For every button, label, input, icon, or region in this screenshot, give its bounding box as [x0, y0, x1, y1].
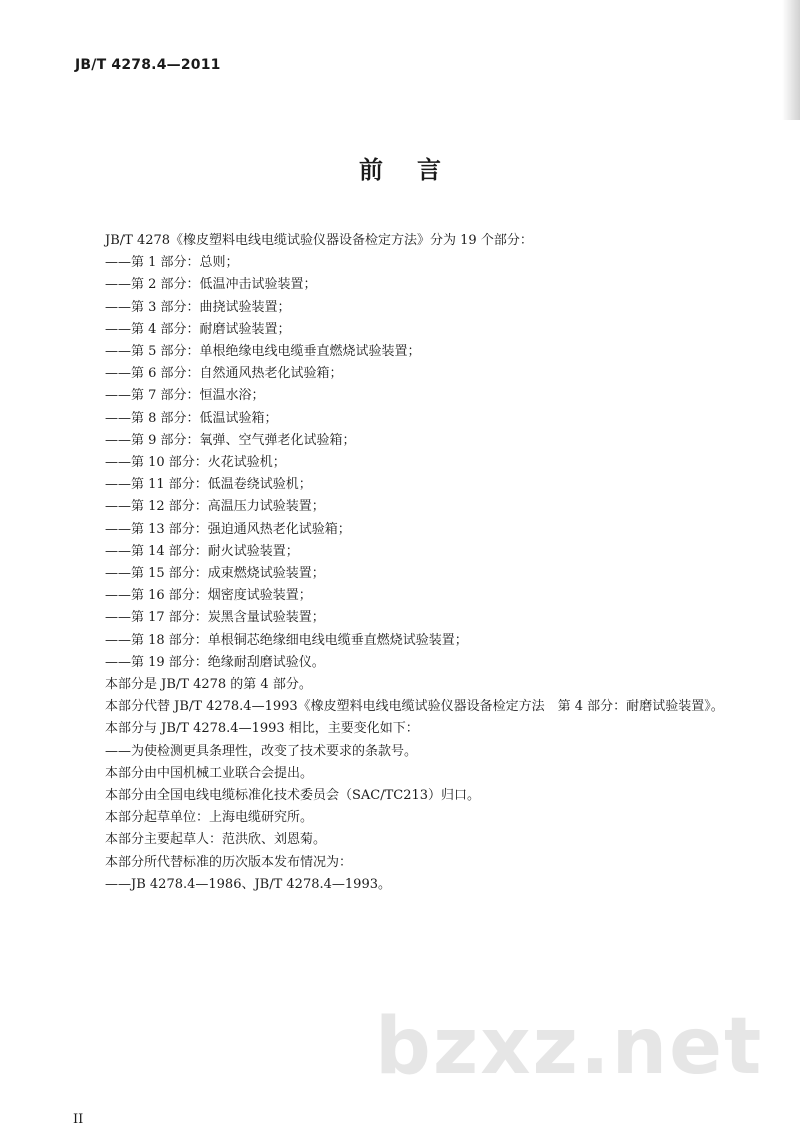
watermark-logo: bzxz.net: [375, 1002, 764, 1092]
part-item: ——第 17 部分：炭黑含量试验装置；: [105, 610, 325, 626]
paragraph-changes: 本部分与 JB/T 4278.4—1993 相比，主要变化如下：: [105, 721, 419, 737]
part-item: ——第 6 部分：自然通风热老化试验箱；: [105, 366, 343, 382]
part-item: ——第 14 部分：耐火试验装置；: [105, 543, 299, 559]
page-edge-shadow: [782, 0, 800, 120]
part-item: ——第 13 部分：强迫通风热老化试验箱；: [105, 521, 351, 537]
changes-item: ——为使检测更具条理性，改变了技术要求的条款号。: [105, 743, 418, 759]
part-item: ——第 11 部分：低温卷绕试验机；: [105, 477, 312, 493]
part-item: ——第 4 部分：耐磨试验装置；: [105, 321, 291, 337]
part-item: ——第 3 部分：曲挠试验装置；: [105, 299, 291, 315]
paragraph-history: 本部分所代替标准的历次版本发布情况为：: [105, 854, 353, 870]
page-title: 前言: [359, 156, 475, 184]
paragraph-drafters: 本部分主要起草人：范洪欣、刘恩菊。: [105, 832, 327, 848]
part-item: ——第 9 部分：氧弹、空气弹老化试验箱；: [105, 432, 356, 448]
paragraph-administered-by: 本部分由全国电线电缆标准化技术委员会（SAC/TC213）归口。: [105, 788, 481, 804]
paragraph-part-number: 本部分是 JB/T 4278 的第 4 部分。: [105, 677, 312, 693]
intro-paragraph: JB/T 4278《橡皮塑料电线电缆试验仪器设备检定方法》分为 19 个部分：: [105, 233, 533, 248]
part-item: ——第 15 部分：成束燃烧试验装置；: [105, 566, 325, 582]
part-item: ——第 12 部分：高温压力试验装置；: [105, 499, 325, 515]
part-item: ——第 5 部分：单根绝缘电线电缆垂直燃烧试验装置；: [105, 344, 421, 360]
paragraph-replaces: 本部分代替 JB/T 4278.4—1993《橡皮塑料电线电缆试验仪器设备检定方法 第 4 部分：耐磨试验装置》。: [105, 699, 724, 715]
paragraph-proposed-by: 本部分由中国机械工业联合会提出。: [105, 765, 314, 781]
part-item: ——第 16 部分：烟密度试验装置；: [105, 588, 312, 604]
history-item: ——JB 4278.4—1986、JB/T 4278.4—1993。: [105, 876, 391, 892]
part-item: ——第 7 部分：恒温水浴；: [105, 388, 265, 404]
part-item: ——第 8 部分：低温试验箱；: [105, 410, 278, 426]
paragraph-drafting-unit: 本部分起草单位：上海电缆研究所。: [105, 810, 314, 826]
page-number: II: [73, 1112, 84, 1127]
foreword-body: [77, 230, 757, 896]
part-item: ——第 18 部分：单根铜芯绝缘细电线电缆垂直燃烧试验装置；: [105, 632, 468, 648]
standard-number-header: JB/T 4278.4—2011: [75, 57, 221, 73]
part-item: ——第 19 部分：绝缘耐刮磨试验仪。: [105, 654, 325, 670]
part-item: ——第 2 部分：低温冲击试验装置；: [105, 277, 317, 293]
part-item: ——第 1 部分：总则；: [105, 255, 239, 271]
part-item: ——第 10 部分：火花试验机；: [105, 455, 286, 471]
